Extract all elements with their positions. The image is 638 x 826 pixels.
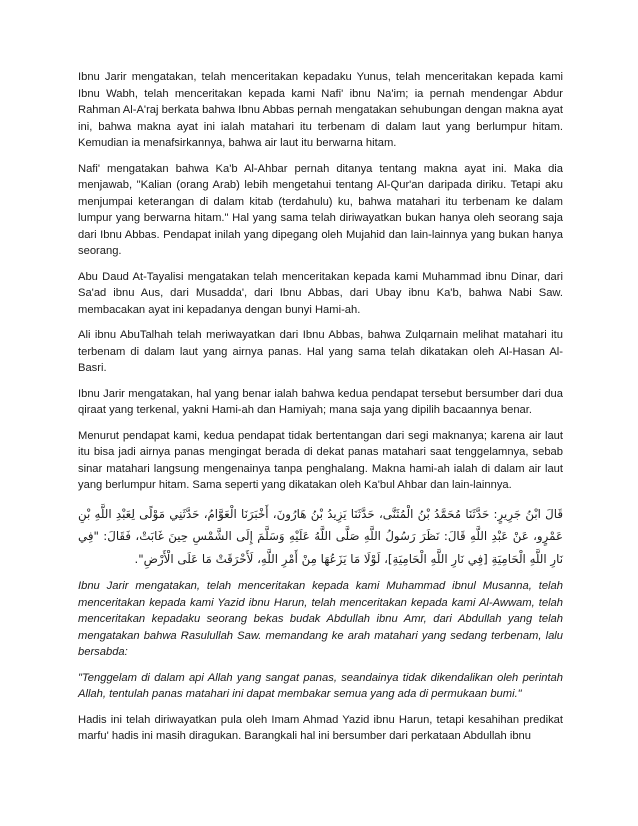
paragraph-hadis-imam-ahmad: Hadis ini telah diriwayatkan pula oleh Imam Ahmad Yazid ibnu Harun, tetapi kesahihan predikat marfu' hadis ini masih diragukan. Barangkali hal ini bersumber dari perkataan Abdullah ibnu xyxy=(78,713,563,742)
paragraph-ali-ibnu-abutalhah: Ali ibnu AbuTalhah telah meriwayatkan dari Ibnu Abbas, bahwa Zulqarnain melihat matahari itu terbenam di dalam laut yang airnya panas. Hal yang sama telah dikatakan oleh Al-Hasan Al-Basri. xyxy=(78,329,563,374)
paragraph-menurut-pendapat-kami: Menurut pendapat kami, kedua pendapat tidak bertentangan dari segi maknanya; karena air laut itu bisa jadi airnya panas mengingat berada di dekat panas matahari saat tenggelamnya, sebab sinar matahari langsung mengenainya tanpa penghalang. Makna hami-ah ialah di dalam air laut yang berlumpur hitam. Sama seperti yang dikatakan oleh Ka'bul Ahbar dan lain-lainnya. xyxy=(78,429,563,491)
paragraph-hadith-quote: "Tenggelam di dalam api Allah yang sangat panas, seandainya tidak dikendalikan oleh perintah Allah, tentulah panas matahari ini dapat membakar semua yang ada di permukaan bumi." xyxy=(78,671,563,700)
paragraph-nafi-kab-al-ahbar: Nafi' mengatakan bahwa Ka'b Al-Ahbar pernah ditanya tentang makna ayat ini. Maka dia menjawab, "Kalian (orang Arab) lebih mengetahui tentang Al-Qur'an daripada diriku. Tetapi aku menjumpai keterangan di dalam kitab (terdahulu) ku, bahwa matahari itu terbenam ke dalam lumpur yang berwarna hitam." Hal yang sama telah diriwayatkan bukan hanya oleh seorang saja dari Ibnu Abbas. Pendapat inilah yang dipegang oleh Mujahid dan lain-lainnya yang bukan hanya seorang. xyxy=(78,162,563,257)
document-page xyxy=(78,69,563,754)
paragraph-ibnu-jarir-yunus: Ibnu Jarir mengatakan, telah menceritakan kepadaku Yunus, telah menceritakan kepada kami Ibnu Wabh, telah menceritakan kepada kami Nafi' ibnu Na'im; ia pernah mendengar Abdur Rahman Al-A'raj berkata bahwa Ibnu Abbas pernah mengatakan sehubungan dengan makna ayat ini, bahwa makna ayat ini ialah matahari itu terbenam di dalam laut yang berlumpur hitam. Kemudian ia menafsirkannya, bahwa air laut itu berwarna hitam. xyxy=(78,71,563,149)
paragraph-hadith-translation-chain: Ibnu Jarir mengatakan, telah menceritakan kepada kami Muhammad ibnul Musanna, telah menceritakan kepada kami Yazid ibnu Harun, telah menceritakan kepada kami Al-Awwam, telah menceritakan kepadaku seorang bekas budak Abdullah ibnu Amr, dari Abdullah yang telah mengatakan bahwa Rasulullah Saw. memandang ke arah matahari yang sedang terbenam, lalu bersabda: xyxy=(78,580,563,658)
paragraph-ibnu-jarir-qiraat: Ibnu Jarir mengatakan, hal yang benar ialah bahwa kedua pendapat tersebut bersumber dari dua qiraat yang terkenal, yakni Hami-ah dan Hamiyah; mana saja yang dipilih bacaannya benar. xyxy=(78,387,563,416)
paragraph-abu-daud: Abu Daud At-Tayalisi mengatakan telah menceritakan kepada kami Muhammad ibnu Dinar, dari Sa'ad ibnu Aus, dari Musadda', dari Ibnu Abbas, dari Ubay ibnu Ka'b, bahwa Nabi Saw. membacakan ayat ini kepadanya dengan bunyi Hami-ah. xyxy=(78,270,563,316)
arabic-hadith-text: قَالَ ابْنُ جَرِيرٍ: حَدَّثَنَا مُحَمَّدُ بْنُ الْمُثَنَّى، حَدَّثَنَا يَزِيدُ بْنُ هَارُونَ، أَخْبَرَنَا الْعَوَّامُ، حَدَّثَنِي مَوْلًى لِعَبْدِ اللَّهِ بْنِ عَمْرٍو، عَنْ عَبْدِ اللَّهِ قَالَ: نَظَرَ رَسُولُ اللَّهِ صَلَّى اللَّهُ عَلَيْهِ وَسَلَّمَ إِلَى الشَّمْسِ حِينَ غَابَتْ، فَقَالَ: "فِي نَارِ اللَّهِ الْحَامِيَةِ [فِي نَارِ اللَّهِ الْحَامِيَةِ]، لَوْلَا مَا يَزَعُهَا مِنْ أَمْرِ اللَّهِ، لَأَحْرَقَتْ مَا عَلَى الْأَرْضِ". xyxy=(78,506,563,566)
